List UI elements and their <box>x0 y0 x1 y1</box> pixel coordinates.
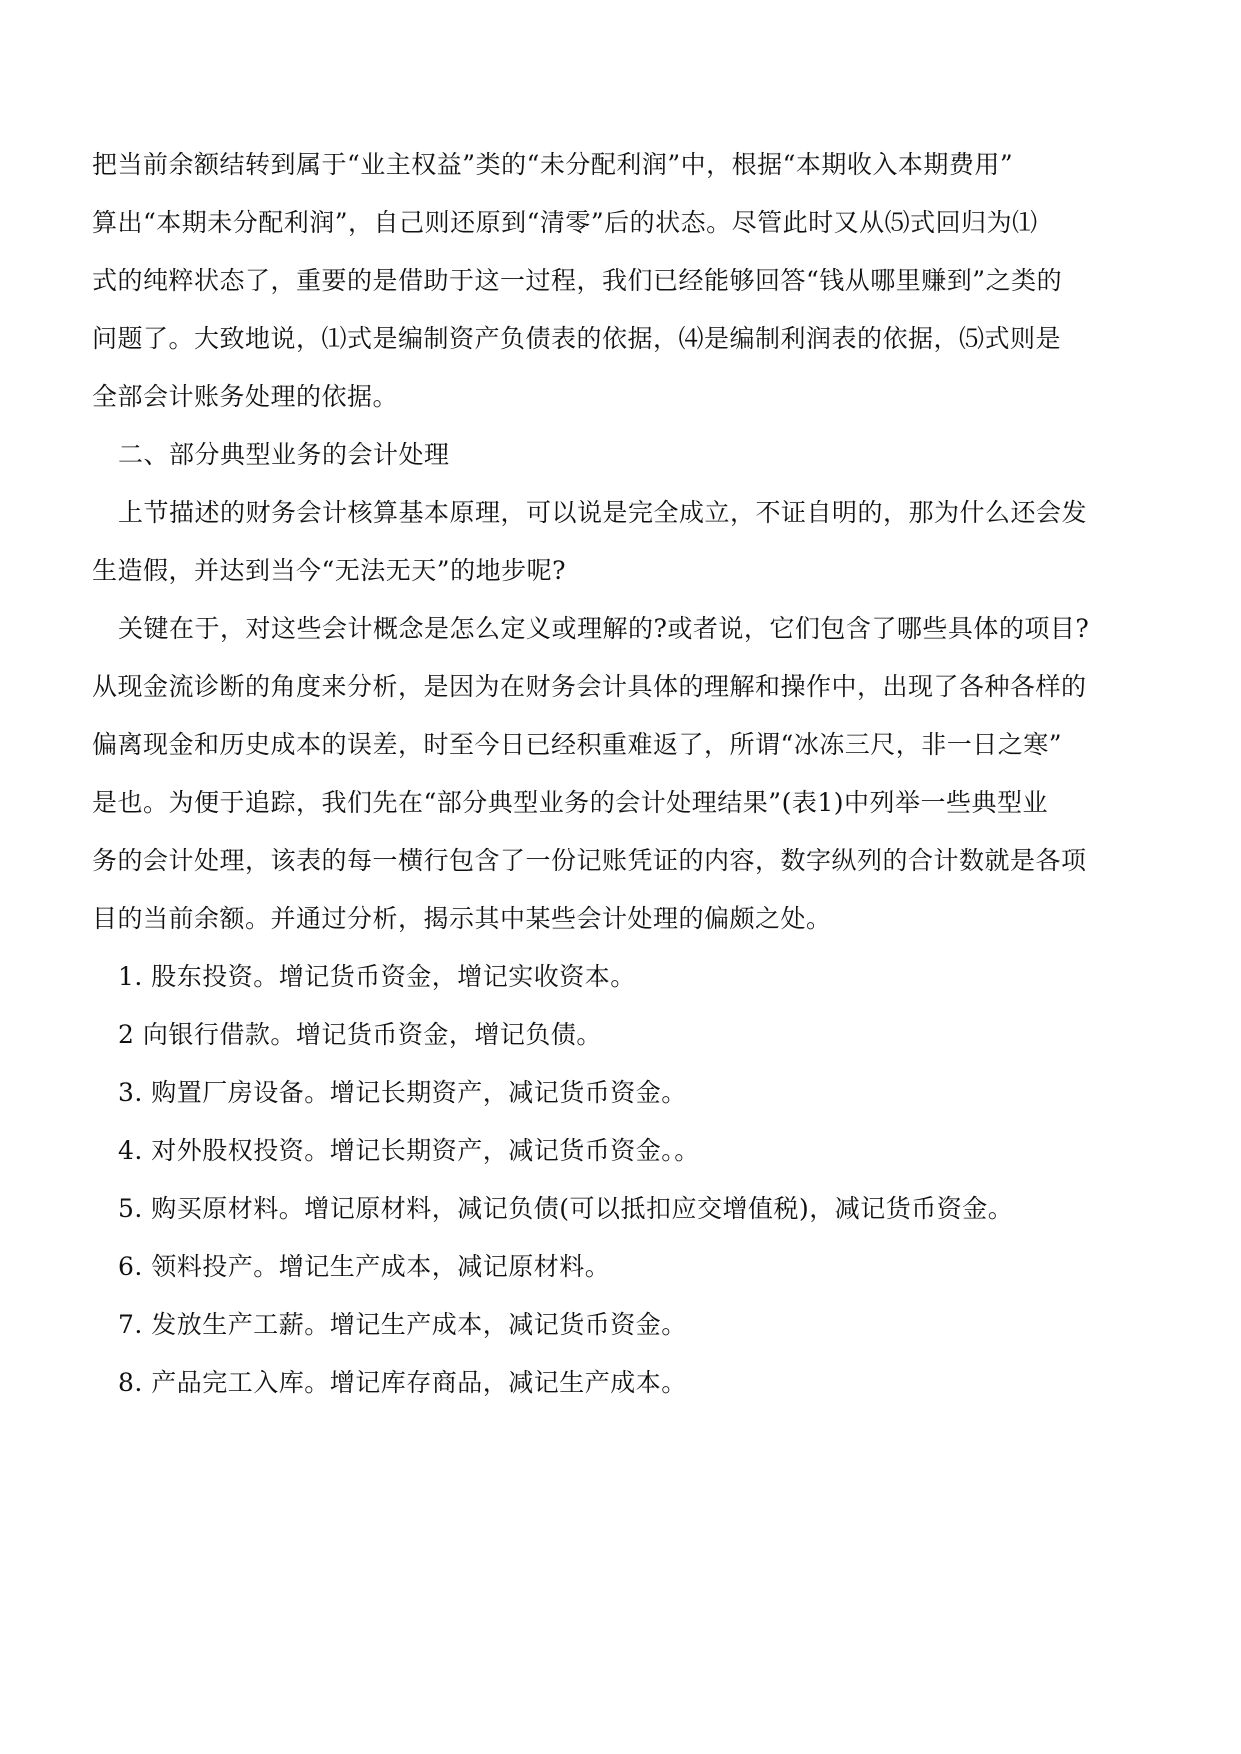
paragraph-line: 从现金流诊断的角度来分析，是因为在财务会计具体的理解和操作中，出现了各种各样的 <box>92 672 1087 701</box>
section-heading: 二、部分典型业务的会计处理 <box>118 440 450 469</box>
paragraph-line: 生造假，并达到当今“无法无天”的地步呢? <box>92 556 566 585</box>
paragraph-line: 务的会计处理，该表的每一横行包含了一份记账凭证的内容，数字纵列的合计数就是各项 <box>92 846 1087 875</box>
list-item: 5. 购买原材料。增记原材料，减记负债(可以抵扣应交增值税)，减记货币资金。 <box>118 1194 1014 1223</box>
paragraph-line: 问题了。大致地说，⑴式是编制资产负债表的依据，⑷是编制利润表的依据，⑸式则是 <box>92 324 1062 353</box>
list-item: 3. 购置厂房设备。增记长期资产，减记货币资金。 <box>118 1078 687 1107</box>
paragraph-line: 式的纯粹状态了，重要的是借助于这一过程，我们已经能够回答“钱从哪里赚到”之类的 <box>92 266 1063 295</box>
paragraph-line: 把当前余额结转到属于“业主权益”类的“未分配利润”中，根据“本期收入本期费用” <box>92 150 1014 179</box>
paragraph-line: 上节描述的财务会计核算基本原理，可以说是完全成立，不证自明的，那为什么还会发 <box>118 498 1088 527</box>
paragraph-line: 目的当前余额。并通过分析，揭示其中某些会计处理的偏颇之处。 <box>92 904 832 933</box>
list-item: 7. 发放生产工薪。增记生产成本，减记货币资金。 <box>118 1310 687 1339</box>
paragraph-line: 全部会计账务处理的依据。 <box>92 382 399 411</box>
list-item: 1. 股东投资。增记货币资金，增记实收资本。 <box>118 962 636 991</box>
paragraph-line: 关键在于，对这些会计概念是怎么定义或理解的?或者说，它们包含了哪些具体的项目? <box>118 614 1090 643</box>
list-item: 8. 产品完工入库。增记库存商品，减记生产成本。 <box>118 1368 687 1397</box>
list-item: 6. 领料投产。增记生产成本，减记原材料。 <box>118 1252 611 1281</box>
paragraph-line: 偏离现金和历史成本的误差，时至今日已经积重难返了，所谓“冰冻三尺，非一日之寒” <box>92 730 1063 759</box>
paragraph-line: 是也。为便于追踪，我们先在“部分典型业务的会计处理结果”(表1)中列举一些典型业 <box>92 788 1048 817</box>
list-item: 2 向银行借款。增记货币资金，增记负债。 <box>118 1020 602 1049</box>
list-item: 4. 对外股权投资。增记长期资产，减记货币资金。。 <box>118 1136 700 1165</box>
paragraph-line: 算出“本期未分配利润”，自己则还原到“清零”后的状态。尽管此时又从⑸式回归为⑴ <box>92 208 1038 237</box>
